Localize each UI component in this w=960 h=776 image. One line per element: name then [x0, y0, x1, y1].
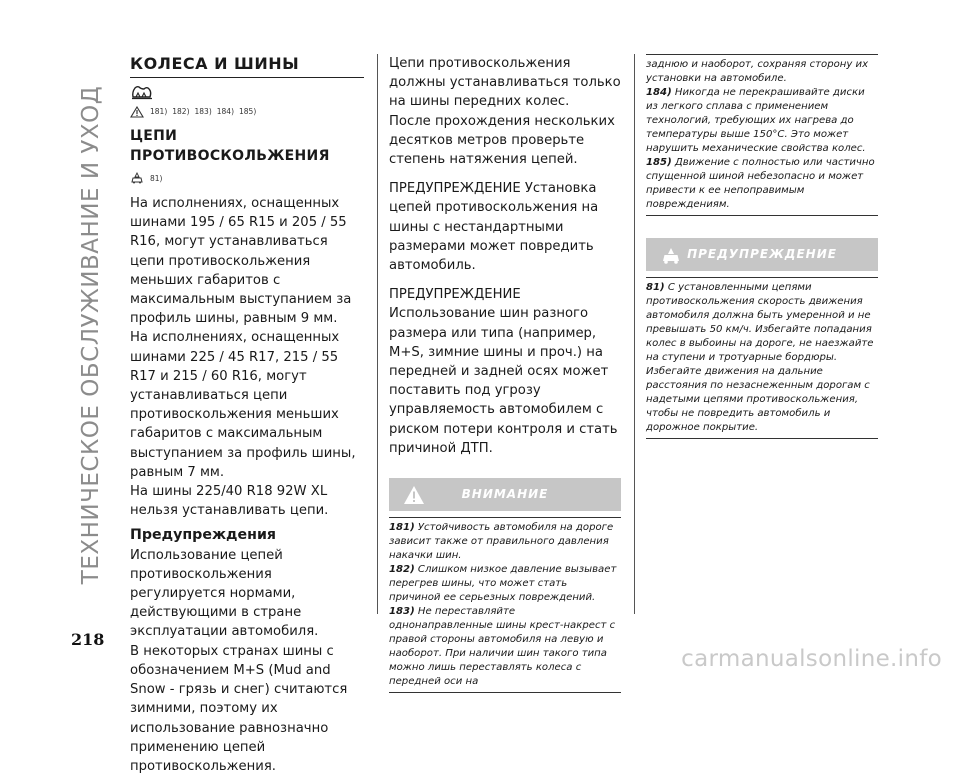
paragraph: ПРЕДУПРЕЖДЕНИЕ Установка цепей противоскольжения на шины с нестандартными размерами может повредить автомобиль.: [389, 181, 599, 274]
caution-notes: [646, 277, 878, 439]
note: 81) С установленными цепями противоскольжения скорость движения автомобиля должна быть умеренной и не превышать 50 км/ч. Избегайте попадания колес в выбоины на дороге, не наезжайте на ступени и тротуарные бордюры. Избегайте движения на дальние расстояния по незаснеженным дорогам с надетыми цепями противоскольжения, чтобы не повредить автомобиль и дорожное покрытие.: [646, 282, 874, 433]
warning-refs: [130, 102, 364, 121]
warnings-heading: Предупреждения: [130, 527, 276, 544]
paragraph: Использование цепей противоскольжения регулируется нормами, действующими в стране эксплуатации автомобиля.: [130, 547, 319, 640]
page-number: 218: [71, 630, 105, 649]
ref: 184): [216, 107, 234, 117]
caution-box-header: [646, 238, 878, 271]
note: 184) Никогда не перекрашивайте диски из легкого сплава с применением технологий, требующих их нагрева до температуры выше 150°C. Это может нарушить механические свойства колес.: [646, 87, 866, 154]
ref: 185): [239, 107, 257, 117]
paragraph: В некоторых странах шины с обозначением M+S (Mud and Snow - грязь и снег) считаются зимними, поэтому их использование равнозначно применению цепей противоскольжения.: [130, 643, 348, 774]
watermark: carmanualsonline.info: [681, 646, 942, 672]
note: 185) Движение с полностью или частично спущенной шиной небезопасно и может привести к ее непоправимым повреждениям.: [646, 157, 875, 210]
paragraph: После прохождения нескольких десятков метров проверьте степень натяжения цепей.: [389, 113, 615, 168]
paragraph: На исполнениях, оснащенных шинами 225 / 45 R17, 215 / 55 R17 и 215 / 60 R16, могут устанавливаться цепи противоскольжения меньших габаритов с максимальным выступанием за профиль шины, равным 7 мм.: [130, 330, 356, 480]
ref: 183): [194, 107, 212, 117]
attention-notes-continued: [646, 54, 878, 216]
ref: 81): [150, 173, 163, 183]
section-title: КОЛЕСА И ШИНЫ: [130, 54, 364, 78]
paragraph: ПРЕДУПРЕЖДЕНИЕ Использование шин разного размера или типа (например, M+S, зимние шины и проч.) на передней и задней осях может поставить под угрозу управляемость автомобилем с риском потери контроля и стать причиной ДТП.: [389, 287, 618, 456]
paragraph: Цепи противоскольжения должны устанавливаться только на шины передних колес.: [389, 56, 621, 110]
column-2: [389, 54, 621, 693]
attention-notes: [389, 517, 621, 693]
attention-title: ВНИМАНИЕ: [461, 486, 549, 501]
ref: 182): [172, 107, 190, 117]
note: 183) Не переставляйте однонаправленные шины крест-накрест с правой стороны автомобиля на левую и наоборот. При наличии шин такого типа можно лишь переставлять колеса с передней оси на: [389, 606, 616, 688]
subsection-title: ЦЕПИ ПРОТИВОСКОЛЬЖЕНИЯ: [130, 128, 330, 164]
note: заднюю и наоборот, сохраняя сторону их установки на автомобиле.: [646, 59, 869, 84]
paragraph: На шины 225/40 R18 92W XL нельзя устанавливать цепи.: [130, 484, 329, 519]
note: 182) Слишком низкое давление вызывает перегрев шины, что может стать причиной ее серьезных повреждений.: [389, 564, 617, 604]
tire-icon: [130, 84, 154, 100]
ref: 181): [150, 107, 168, 117]
note: 181) Устойчивость автомобиля на дороге зависит также от правильного давления накачки шин.: [389, 522, 614, 562]
car-warning-icon: [130, 172, 144, 184]
paragraph: На исполнениях, оснащенных шинами 195 / 65 R15 и 205 / 55 R16, могут устанавливаться цепи противоскольжения меньших габаритов с максимальным выступанием за профиль шины, равным 9 мм.: [130, 196, 352, 327]
vertical-chapter-title: ТЕХНИЧЕСКОЕ ОБСЛУЖИВАНИЕ И УХОД: [78, 85, 105, 585]
column-3: [646, 54, 878, 439]
caution-refs: [130, 169, 364, 188]
caution-title: ПРЕДУПРЕЖДЕНИЕ: [687, 246, 837, 261]
column-divider: [377, 54, 378, 614]
column-divider: [634, 54, 635, 614]
column-1: [130, 54, 364, 776]
warning-triangle-icon: [130, 106, 144, 118]
attention-box-header: [389, 478, 621, 511]
